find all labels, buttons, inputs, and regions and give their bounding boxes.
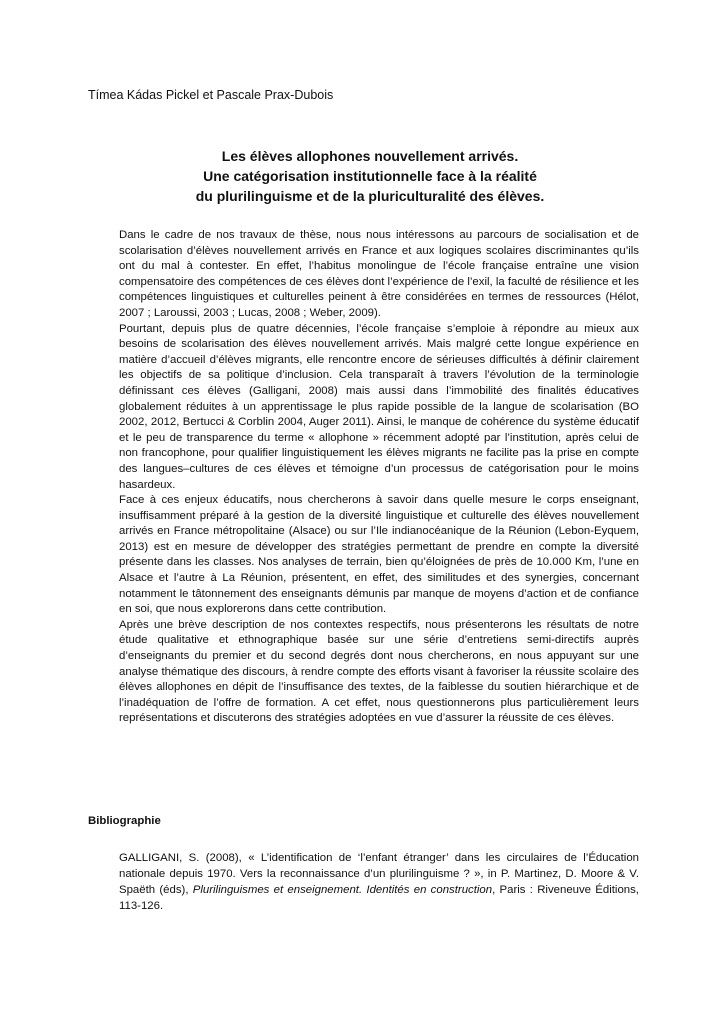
abstract-body (119, 228, 639, 727)
abstract-paragraph-3: Face à ces enjeux éducatifs, nous chercherons à savoir dans quelle mesure le corps enseignant, insuffisamment préparé à la gestion de la diversité linguistique et culturelle des élèves nouvellement arrivés en France métropolitaine (Alsace) ou sur l’Ile indianocéanique de la Réunion (Lebon-Eyquem, 2013) est en mesure de développer des stratégies permettant de prendre en compte la diversité présente dans les classes. Nos analyses de terrain, bien qu’éloignées de près de 10.000 Km, l’une en Alsace et l’autre à La Réunion, présentent, en effet, des similitudes et des synergies, concernant notamment le tâtonnement des enseignants démunis par manque de moyens d’action et de confiance en soi, que nous explorerons dans cette contribution. (119, 494, 639, 616)
abstract-paragraph-1: Dans le cadre de nos travaux de thèse, nous nous intéressons au parcours de socialisation et de scolarisation d’élèves nouvellement arrivés en France et aux logiques scolaires discriminantes qu’ils ont du mal à contester. En effet, l’habitus monolingue de l’école française entraîne une vision compensatoire des compétences de ces élèves dont l’expérience de l’exil, la faculté de résilience et les compétences linguistiques et culturelles peinent à être considérées en termes de ressources (Hélot, 2007 ; Laroussi, 2003 ; Lucas, 2008 ; Weber, 2009). (119, 229, 639, 319)
bibliography-entry-publisher: , Paris : Riveneuve Éditions, 113-126. (119, 884, 639, 912)
bibliography-entry (119, 850, 639, 914)
title-line-3: du plurilinguisme et de la pluriculturalité des élèves. (195, 188, 545, 204)
bibliography-heading: Bibliographie (88, 815, 161, 827)
title-line-1: Les élèves allophones nouvellement arrivés. (221, 148, 519, 164)
abstract-paragraph-2: Pourtant, depuis plus de quatre décennies, l’école française s’emploie à répondre au mieux aux besoins de scolarisation des élèves nouvellement arrivés. Mais malgré cette longue expérience en matière d’accueil d’élèves migrants, elle rencontre encore de sérieuses difficultés à définir clairement les objectifs de sa politique d’inclusion. Cela transparaît à travers l’évolution de la terminologie définissant ces élèves (Galligani, 2008) mais aussi dans l’immobilité des finalités éducatives globalement réduites à un apprentissage le plus rapide possible de la langue de scolarisation (BO 2002, 2012, Bertucci & Corblin 2004, Auger 2011). Ainsi, le manque de cohérence du système éducatif et le peu de transparence du terme « allophone » récemment adopté par l’institution, après celui de non francophone, pour qualifier linguistiquement les élèves migrants ne facilite pas la prise en compte des langues–cultures de ces élèves et témoigne d’un processus de catégorisation pour le moins hasardeux. (119, 322, 639, 491)
title-line-2: Une catégorisation institutionnelle face à la réalité (203, 168, 537, 184)
document-title (100, 146, 640, 206)
authors-line: Tímea Kádas Pickel et Pascale Prax-Dubois (88, 88, 334, 102)
bibliography-entry-text: GALLIGANI, S. (2008), « L’identification de ‘l’enfant étranger’ dans les circulaires de l’Éducation nationale depuis 1970. Vers la reconnaissance d’un plurilinguisme ? », in P. Martinez, D. Moore & V. Spaëth (éds), (119, 852, 639, 896)
abstract-paragraph-4: Après une brève description de nos contextes respectifs, nous présenterons les résultats de notre étude qualitative et ethnographique basée sur une série d’entretiens semi-directifs auprès d’enseignants du premier et du second degrés dont nous chercherons, en nous appuyant sur une analyse thématique des discours, à rendre compte des efforts visant à favoriser la réussite scolaire des élèves allophones en dépit de l’insuffisance des textes, de la faiblesse du soutien hiérarchique et de l’inadéquation de l’offre de formation. A cet effet, nous questionnerons plus particulièrement leurs représentations et discuterons des stratégies adoptées en vue d’assurer la réussite de ces élèves. (119, 618, 639, 725)
bibliography-entry-title: Plurilinguismes et enseignement. Identités en construction (192, 884, 493, 896)
